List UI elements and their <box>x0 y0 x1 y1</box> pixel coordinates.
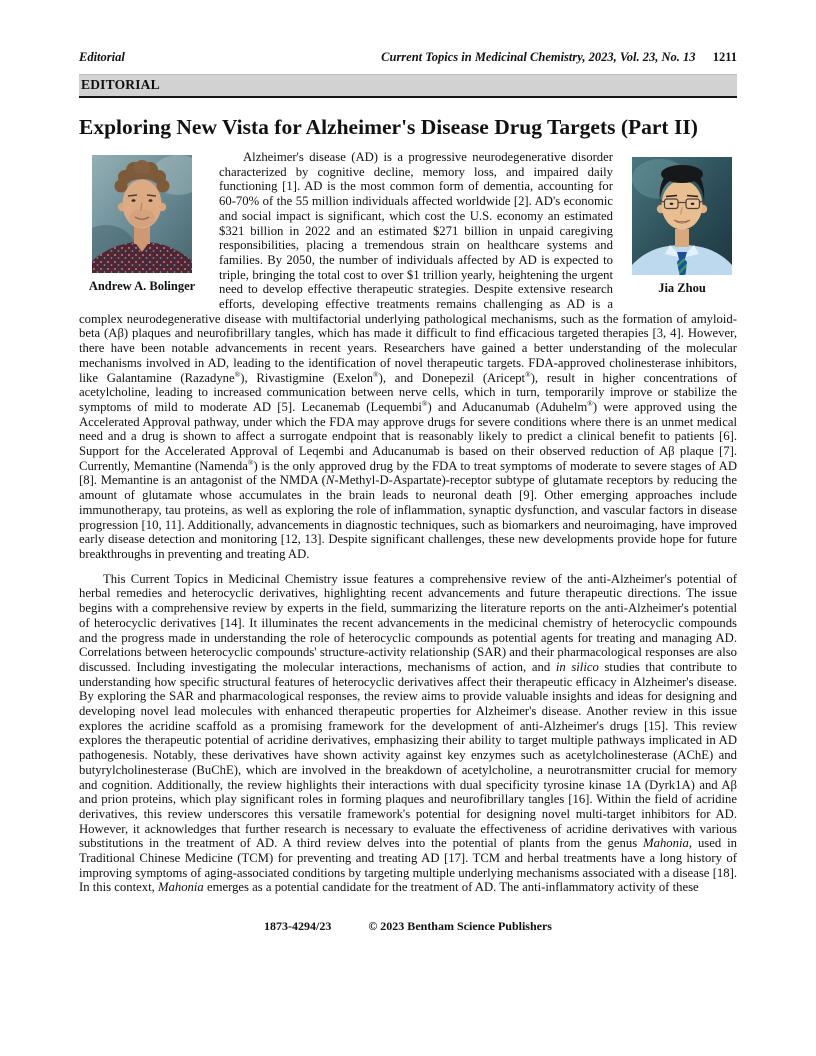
article-body <box>79 150 737 895</box>
section-banner-label: EDITORIAL <box>81 77 160 92</box>
issn-code: 1873-4294/23 <box>264 919 332 934</box>
author-name-left: Andrew A. Bolinger <box>88 279 196 293</box>
paragraph-2: This Current Topics in Medicinal Chemistry issue features a comprehensive review of the anti-Alzheimer's potential of herbal remedies and heterocyclic derivatives, highlighting recent advancements and future therapeutic directions. The issue begins with a comprehensive review by experts in the field, summarizing the literature reports on the anti-Alzheimer's potential of heterocyclic derivatives [14]. It illuminates the recent advancements in the medicinal chemistry of heterocyclic compounds and the progress made in understanding the role of heterocyclic compounds as potential agents for treating and managing AD. Correlations between heterocyclic compounds' structure-activity relationship (SAR) and their pharmacological responses are also discussed. Including investigating the molecular interactions, mechanisms of action, and in silico studies that contribute to understanding how specific structural features of heterocyclic derivatives affect their therapeutic efficacy in Alzheimer's disease. By exploring the SAR and pharmacological responses, the review aims to provide valuable insights and ideas for designing and developing novel lead molecules with enhanced therapeutic properties for Alzheimer's disease. Another review in this issue explores the acridine scaffold as a promising framework for the development of anti-Alzheimer's drugs [15]. This review explores the therapeutic potential of acridine derivatives, emphasizing their ability to target multiple pathways implicated in AD pathogenesis. Notably, these derivatives have shown activity against key enzymes such as acetylcholinesterase (AChE) and butyrylcholinesterase (BuChE), which are involved in the breakdown of acetylcholine, a neurotransmitter crucial for memory and cognition. Additionally, the review highlights their interactions with dual specificity tyrosine kinase 1A (Dyrk1A) and Aβ and prion proteins, which play significant roles in forming plaques and neurofibrillary tangles [16]. Within the field of acridine derivatives, this review underscores this versatile framework's potential for designing novel multi-target inhibitors for AD. However, it acknowledges that further research is necessary to evaluate the effectiveness of acridine derivatives with various substitutions in the treatment of AD. A third review delves into the potential of plants from the genus Mahonia, used in Traditional Chinese Medicine (TCM) for preventing and treating AD [17]. TCM and herbal treatments have a long history of improving symptoms of aging-associated conditions by targeting multiple underlying mechanisms associated with a disease [18]. In this context, Mahonia emerges as a potential candidate for the treatment of AD. The anti-inflammatory activity of these <box>79 571 738 895</box>
article-title: Exploring New Vista for Alzheimer's Disease Drug Targets (Part II) <box>79 115 698 139</box>
journal-citation <box>381 50 737 65</box>
author-figure-right <box>627 157 737 296</box>
journal-name-volume: Current Topics in Medicinal Chemistry, 2023, Vol. 23, No. 13 <box>381 50 696 64</box>
running-head: Editorial <box>79 50 125 64</box>
running-header <box>79 50 737 65</box>
page-footer <box>79 919 737 934</box>
author-photo-andrew-bolinger <box>92 155 192 273</box>
author-photo-jia-zhou <box>632 157 732 275</box>
author-figure-left <box>87 155 197 294</box>
author-name-right: Jia Zhou <box>658 281 706 295</box>
page-number: 1211 <box>712 50 737 64</box>
paragraph-1: Alzheimer's disease (AD) is a progressive neurodegenerative disorder characterized by cognitive decline, memory loss, and impaired daily functioning [1]. AD is the most common form of dementia, accounting for 60-70% of the 55 million individuals affected worldwide [2]. AD's economic and social impact is significant, which cost the U.S. economy an estimated $321 billion in 2022 and an estimated $271 billion in unpaid caregiving responsibilities, placing a tremendous strain on healthcare systems and families. By 2050, the number of individuals affected by AD is expected to triple, bringing the total cost to over $1 trillion yearly, heightening the urgent need to develop effective therapeutic strategies. Despite extensive research efforts, developing effective treatments remains challenging as AD is a complex neurodegenerative disease with multifactorial underlying pathological mechanisms, such as the formation of amyloid-beta (Aβ) plaques and neurofibrillary tangles, which has made it difficult to find efficacious targeted therapies [3, 4]. However, there have been notable advancements in recent years. Researchers have gained a better understanding of the molecular mechanisms involved in AD, leading to the identification of novel therapeutic targets. FDA-approved cholinesterase inhibitors, like Galantamine (Razadyne®), Rivastigmine (Exelon®), and Donepezil (Aricept®), result in higher concentrations of acetylcholine, leading to increased communication between nerve cells, which in turn, temporarily improve or stabilize the symptoms of mild to moderate AD [5]. Lecanemab (Lequembi®) and Aducanumab (Aduhelm®) were approved using the Accelerated Approval pathway, under which the FDA may approve drugs for severe conditions where there is an unmet medical need and a drug is shown to affect a surrogate endpoint that is reasonably likely to predict a clinical benefit to patients [6]. Support for the Accelerated Approval of Leqembi and Aducanumab is based on their observed reduction of Aβ plaque [7]. Currently, Memantine (Namenda®) is the only approved drug by the FDA to treat symptoms of moderate to severe stages of AD [8]. Memantine is an antagonist of the NMDA (N-Methyl-D-Aspartate)-receptor subtype of glutamate receptors by reducing the amount of glutamate whose accumulates in the brain leads to neuronal death [9]. Other emerging approaches include immunotherapy, tau proteins, as well as exploring the role of inflammation, synaptic dysfunction, and vascular factors in disease progression [10, 11]. Additionally, advancements in diagnostic techniques, such as biomarkers and neuroimaging, have improved early disease detection and monitoring [12, 13]. Despite significant challenges, these new developments provide hope for future breakthroughs in preventing and treating AD. <box>79 150 738 561</box>
editorial-section-banner <box>79 74 737 98</box>
copyright-notice: © 2023 Bentham Science Publishers <box>368 919 552 934</box>
